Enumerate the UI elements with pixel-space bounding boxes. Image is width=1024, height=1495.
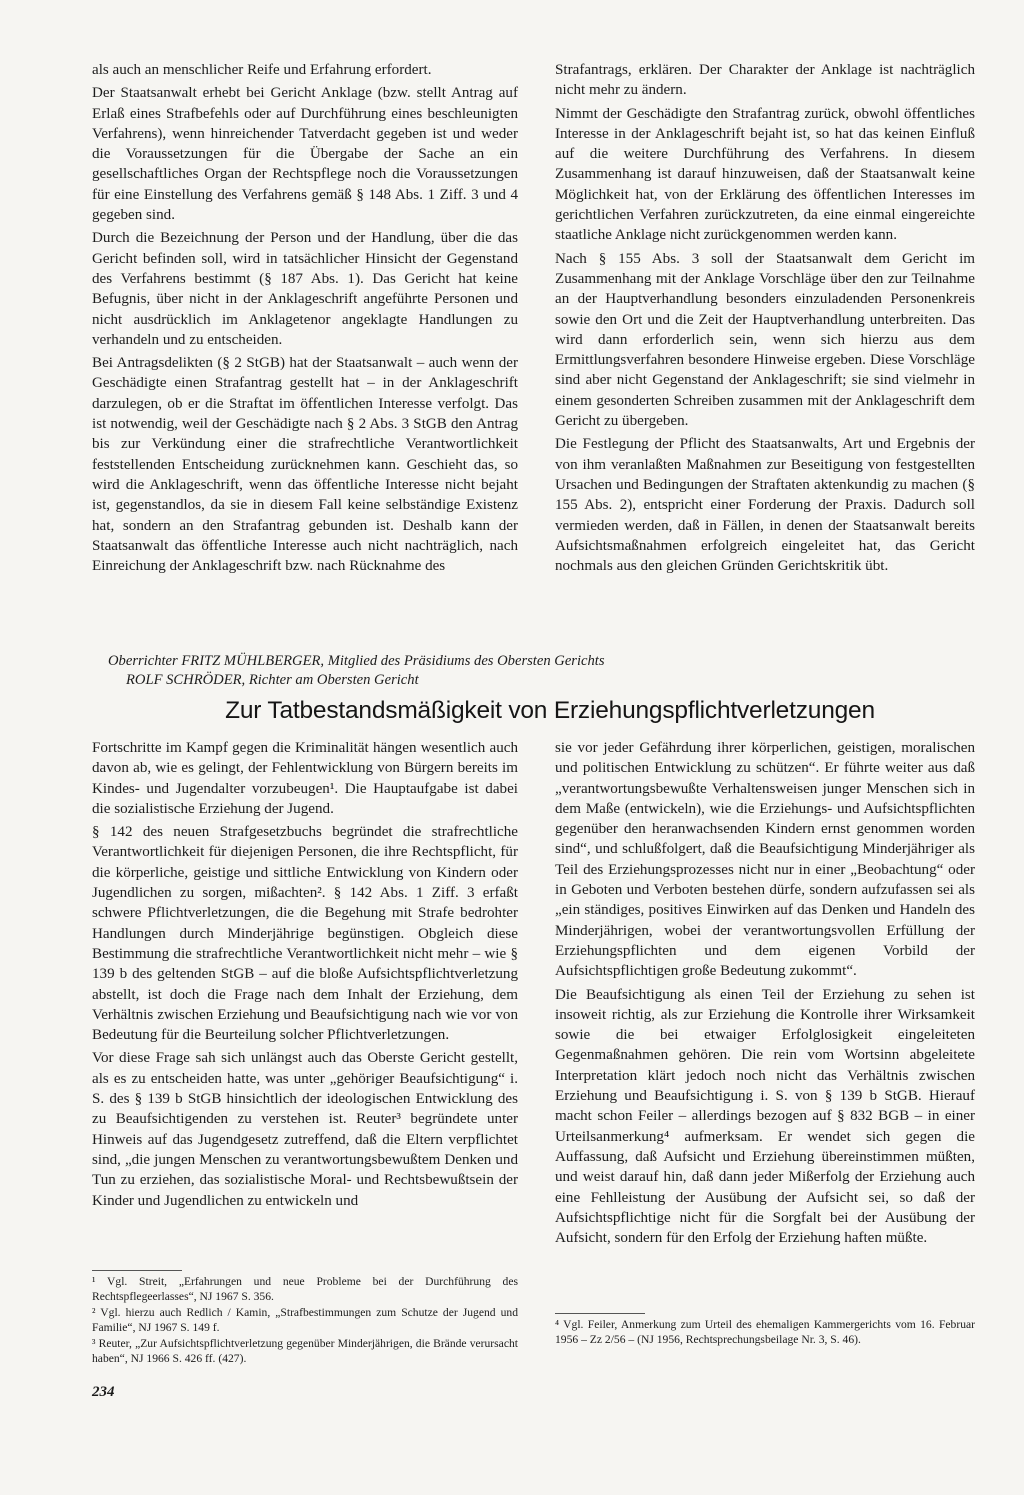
bottom-right-column [555, 738, 975, 1251]
paragraph: Durch die Bezeichnung der Person und der Handlung, über die das Gericht befinden soll, wird in tatsächlicher Hinsicht der Gegenstand des Verfahrens bestimmt (§ 187 Abs. 1). Das Gericht hat keine Befugnis, über nicht in der Anklageschrift angeführte Personen und nicht ausdrücklich im Anklagetenor angeklagte Handlungen zu verhandeln und zu entscheiden. [92, 230, 518, 348]
author-line: Oberrichter FRITZ MÜHLBERGER, Mitglied des Präsidiums des Obersten Gerichts [108, 653, 605, 669]
top-right-column [555, 60, 975, 579]
paragraph: Nach § 155 Abs. 3 soll der Staatsanwalt dem Gericht im Zusammenhang mit der Anklage Vorschläge über den zur Teilnahme an der Hauptverhandlung besonders einzuladenden Personenkreis sowie den Ort und die Zeit der Hauptverhandlung unterbreiten. Das wird dann erforderlich sein, wenn sich hierzu aus dem Ermittlungsverfahren besondere Hinweise ergeben. Diese Vorschläge sind aber nicht Gegenstand der Anklageschrift; sie sind vielmehr in einem gesonderten Schreiben zusammen mit der Anklageschrift dem Gericht zu übergeben. [555, 250, 975, 430]
paragraph: Nimmt der Geschädigte den Strafantrag zurück, obwohl öffentliches Interesse in der Anklageschrift bejaht ist, so hat das keinen Einfluß auf die weitere Durchführung des Verfahrens. In diesem Zusammenhang ist darauf hinzuweisen, daß der Staatsanwalt keine Möglichkeit hat, von der Erklärung des öffentlichen Interesses im gerichtlichen Verfahren zurückzutreten, da eine einmal eingereichte staatliche Anklage nicht zurückgenommen werden kann. [555, 105, 975, 244]
page-number: 234 [92, 1384, 115, 1400]
footnote-divider [555, 1313, 645, 1314]
footnote: ⁴ Vgl. Feiler, Anmerkung zum Urteil des ehemaligen Kammergerichts vom 16. Februar 1956 – Zz 2/56 – (NJ 1956, Rechtsprechungsbeilage Nr. 3, S. 46). [555, 1318, 975, 1346]
paragraph: Der Staatsanwalt erhebt bei Gericht Anklage (bzw. stellt Antrag auf Erlaß eines Strafbefehls oder auf Durchführung eines beschleunigten Verfahrens), wenn hinreichender Tatverdacht gegeben ist und weder die Voraussetzungen für die Übergabe der Sache an ein gesellschaftliches Organ der Rechtspflege noch die Voraussetzungen für eine Einstellung des Verfahrens gemäß § 148 Abs. 1 Ziff. 3 und 4 gegeben sind. [92, 85, 518, 224]
paragraph: als auch an menschlicher Reife und Erfahrung erfordert. [92, 62, 432, 78]
paragraph: § 142 des neuen Strafgesetzbuchs begründet die strafrechtliche Verantwortlichkeit für diejenigen Personen, die ihre Rechtspflicht, für die körperliche, geistige und sittliche Entwicklung von Kindern oder Jugendlichen zu sorgen, mißachten². § 142 Abs. 1 Ziff. 3 erfaßt schwere Pflichtverletzungen, die die Begehung mit Strafe bedrohter Handlungen durch Minderjährige begünstigen. Obgleich diese Bestimmung die strafrechtliche Verantwortlichkeit nicht mehr – wie § 139 b des geltenden StGB – auf die bloße Aufsichtspflichtverletzung abstellt, ist doch die Frage nach dem Inhalt der Erziehung, dem Verhältnis zwischen Erziehung und Beaufsichtigung nach wie vor von Bedeutung für die Beurteilung solcher Pflichtverletzungen. [92, 824, 518, 1044]
bottom-left-column [92, 738, 518, 1214]
paragraph: Strafantrags, erklären. Der Charakter der Anklage ist nachträglich nicht mehr zu ändern. [555, 62, 975, 99]
paragraph: Fortschritte im Kampf gegen die Kriminalität hängen wesentlich auch davon ab, wie es gelingt, der Fehlentwicklung von Bürgern bereits im Kindes- und Jugendalter vorzubeugen¹. Die Hauptaufgabe ist dabei die sozialistische Erziehung der Jugend. [92, 740, 518, 817]
paragraph: sie vor jeder Gefährdung ihrer körperlichen, geistigen, moralischen und politischen Entwicklung zu schützen“. Er führte weiter aus daß „verantwortungsbewußte Verhaltensweisen junger Menschen sich in dem Maße (entwickeln), wie die Erziehungs- und Aufsichtspflichten gegenüber den heranwachsenden Kindern ernst genommen worden sind“, und schlußfolgert, daß die Beaufsichtigung Minderjähriger als Teil des Erziehungsprozesses nicht nur in einer „Beobachtung“ oder in Geboten und Verboten bestehen dürfe, sondern aufzufassen sei als „ein ständiges, positives Einwirken auf das Denken und Handeln des Minderjährigen, wobei der verantwortungsvollen Erfüllung der Erziehungspflichten und dem eigenen Vorbild der Aufsichtspflichtigen große Bedeutung zukommt“. [555, 740, 975, 980]
article-title: Zur Tatbestandsmäßigkeit von Erziehungspflichtverletzungen [225, 697, 875, 724]
footnotes-left [92, 1275, 518, 1368]
footnote-divider [92, 1270, 182, 1271]
footnote: ² Vgl. hierzu auch Redlich / Kamin, „Strafbestimmungen zum Schutze der Jugend und Familie“, NJ 1967 S. 149 f. [92, 1306, 518, 1334]
footnotes-right [555, 1318, 975, 1349]
top-left-column [92, 60, 518, 579]
author-line: ROLF SCHRÖDER, Richter am Obersten Gericht [126, 672, 419, 688]
paragraph: Die Festlegung der Pflicht des Staatsanwalts, Art und Ergebnis der von ihm veranlaßten Maßnahmen zur Beseitigung von festgestellten Ursachen und Bedingungen der Straftaten aktenkundig zu machen (§ 155 Abs. 2), entspricht einer Forderung der Praxis. Dadurch soll vermieden werden, daß in Fällen, in denen der Staatsanwalt bereits Aufsichtsmaßnahmen erfolgreich eingeleitet hat, das Gericht nochmals aus den gleichen Gründen Gerichtskritik übt. [555, 436, 975, 575]
paragraph: Bei Antragsdelikten (§ 2 StGB) hat der Staatsanwalt – auch wenn der Geschädigte einen Strafantrag gestellt hat – in der Anklageschrift darzulegen, ob er die Straftat im öffentlichen Interesse verfolgt. Das ist notwendig, weil der Geschädigte nach § 2 Abs. 3 StGB den Antrag bis zur Verkündung einer die strafrechtliche Verantwortlichkeit feststellenden Entscheidung zurücknehmen kann. Geschieht das, so wird die Anklageschrift, wenn das öffentliche Interesse nicht bejaht ist, gegenstandlos, da sie in diesem Fall keine selbständige Existenz hat, sondern an den Strafantrag gebunden ist. Deshalb kann der Staatsanwalt das öffentliche Interesse auch nicht nachträglich, nach Einreichung der Anklageschrift bzw. nach Rücknahme des [92, 355, 518, 575]
footnote: ³ Reuter, „Zur Aufsichtspflichtverletzung gegenüber Minderjährigen, die Brände verursacht haben“, NJ 1966 S. 426 ff. (427). [92, 1337, 518, 1365]
article-authors [108, 652, 908, 690]
footnote: ¹ Vgl. Streit, „Erfahrungen und neue Probleme bei der Durchführung des Rechtspflegeerlasses“, NJ 1967 S. 356. [92, 1275, 518, 1303]
paragraph: Die Beaufsichtigung als einen Teil der Erziehung zu sehen ist insoweit richtig, als zur Erziehung die Kontrolle ihrer Wirksamkeit sowie die bei etwaiger Erfolglosigkeit eingeleiteten Gegenmaßnahmen gehören. Die rein vom Wortsinn abgeleitete Interpretation klärt jedoch noch nicht das Verhältnis zwischen Erziehung und Beaufsichtigung i. S. von § 139 b StGB. Hierauf macht schon Feiler – allerdings bezogen auf § 832 BGB – in einer Urteilsanmerkung⁴ aufmerksam. Er wendet sich gegen die Auffassung, daß Aufsicht und Erziehung übereinstimmen müßten, und weist darauf hin, daß dann jeder Mißerfolg der Erziehung auch eine Fehlleistung der Ausübung der Aufsicht sei, so daß der Aufsichtspflichtige nicht für die Sorgfalt bei der Ausübung der Aufsicht, sondern für den Erfolg der Erziehung haften müßte. [555, 986, 975, 1247]
paragraph: Vor diese Frage sah sich unlängst auch das Oberste Gericht gestellt, als es zu entscheiden hatte, was unter „gehöriger Beaufsichtigung“ i. S. des § 139 b StGB hinsichtlich der ideologischen Entwicklung des zu Beaufsichtigenden zu verstehen ist. Reuter³ begründete unter Hinweis auf das Jugendgesetz zutreffend, daß die Eltern verpflichtet sind, „die jungen Menschen zu verantwortungsbewußtem Denken und Tun zu erziehen, das sozialistische Moral- und Rechtsbewußtsein der Kinder und Jugendlichen zu entwickeln und [92, 1050, 518, 1209]
